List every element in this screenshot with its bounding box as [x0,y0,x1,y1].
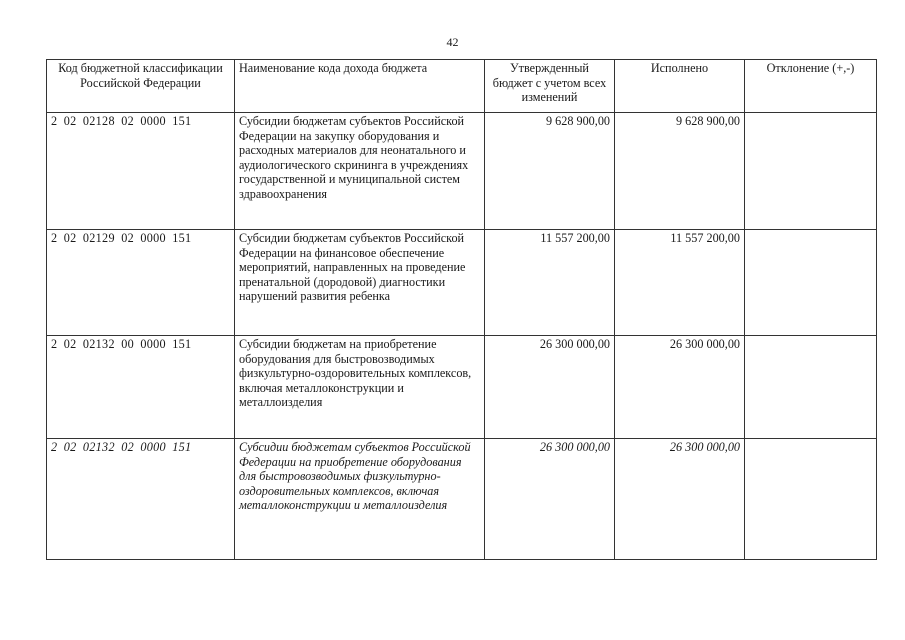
row-executed: 9 628 900,00 [615,113,745,230]
header-approved: Утвержденный бюджет с учетом всех изменений [485,60,615,113]
row-name: Субсидии бюджетам на приобретение оборудования для быстровозводимых физкультурно-оздоровительных комплексов, включая металлоконструкции и металлоизделия [235,336,485,439]
row-deviation [745,439,877,560]
row-code: 2 02 02128 02 0000 151 [47,113,235,230]
page-number: 42 [446,35,459,49]
row-name: Субсидии бюджетам субъектов Российской Федерации на приобретение оборудования для быстровозводимых физкультурно-оздоровительных комплексов, включая металлоконструкции и металлоизделия [235,439,485,560]
row-deviation [745,336,877,439]
table-row [47,113,877,230]
row-code: 2 02 02132 00 0000 151 [47,336,235,439]
row-executed: 26 300 000,00 [615,439,745,560]
row-code: 2 02 02129 02 0000 151 [47,230,235,336]
table-row [47,439,877,560]
row-deviation [745,113,877,230]
row-executed: 26 300 000,00 [615,336,745,439]
row-name: Субсидии бюджетам субъектов Российской Федерации на финансовое обеспечение мероприятий, направленных на проведение пренатальной (дородовой) диагностики нарушений развития ребенка [235,230,485,336]
table-row [47,336,877,439]
row-name: Субсидии бюджетам субъектов Российской Федерации на закупку оборудования и расходных материалов для неонатального и аудиологического скрининга в учреждениях государственной и муниципальной систем здравоохранения [235,113,485,230]
row-executed: 11 557 200,00 [615,230,745,336]
row-approved: 9 628 900,00 [485,113,615,230]
header-executed: Исполнено [615,60,745,113]
header-code: Код бюджетной классификации Российской Федерации [47,60,235,113]
row-approved: 11 557 200,00 [485,230,615,336]
header-name: Наименование кода дохода бюджета [235,60,485,113]
table-header-row [47,60,877,113]
budget-income-table [46,59,877,560]
row-approved: 26 300 000,00 [485,336,615,439]
row-code: 2 02 02132 02 0000 151 [47,439,235,560]
table-row [47,230,877,336]
row-approved: 26 300 000,00 [485,439,615,560]
header-deviation: Отклонение (+,-) [745,60,877,113]
row-deviation [745,230,877,336]
